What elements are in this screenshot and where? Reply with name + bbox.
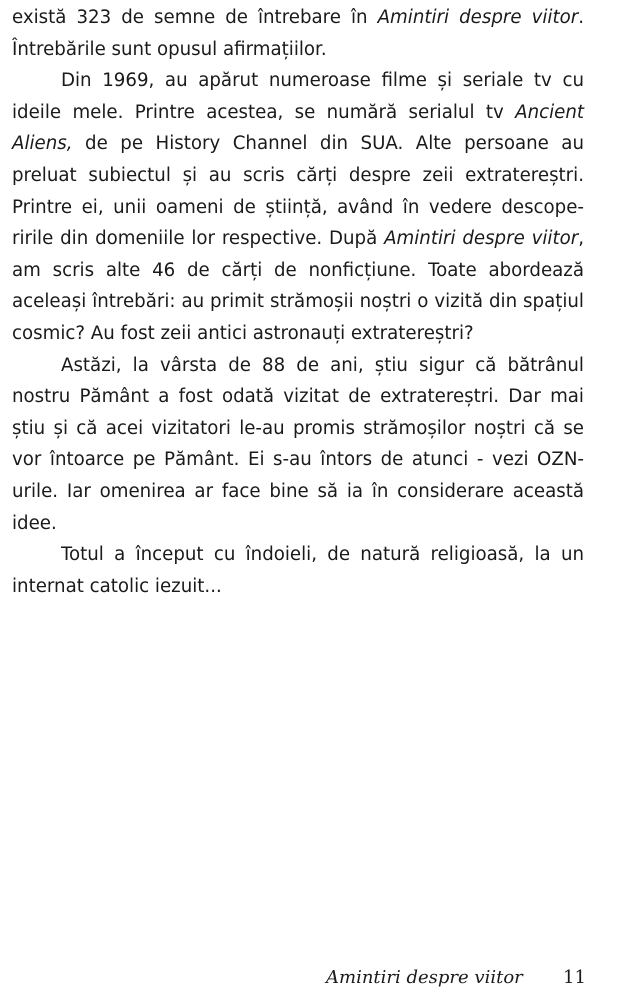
paragraph-2-run-3: de pe History Channel din SUA. Alte persoane au preluat subiectul și au scris cărți despre zeii extratereștri. Printre ei, unii oameni de știință, având în vedere descoperirile din domeniile lor respective. După — [12, 133, 584, 250]
series-title-reference: Ancient Aliens, — [12, 101, 584, 155]
paragraph-4 — [12, 539, 584, 602]
paragraph-3-run-1: Astăzi, la vârsta de 88 de ani, știu sigur că bătrânul nostru Pământ a fost odată vizitat de extratereștri. Dar mai știu și că acei vizitatori le-au promis strămoșilor noștri că se vor întoarce pe Pământ. Ei s-au întors de atunci - vezi OZN-urile. Iar omenirea ar face bine să ia în considerare această idee. — [12, 354, 584, 534]
book-title-reference: Amintiri despre viitor — [384, 228, 579, 250]
paragraph-1-run-3: . Întrebările sunt opusul afirmațiilor. — [12, 7, 584, 60]
paragraph-2 — [12, 65, 584, 349]
paragraph-4-run-1: Totul a început cu îndoieli, de natură religioasă, la un internat catolic iezuit... — [12, 544, 584, 597]
page-number: 11 — [563, 967, 586, 988]
paragraph-2-run-5: , am scris alte 46 de cărți de nonficțiune. Toate abordează aceleași întrebări: au primit strămoșii noștri o vizită din spațiul cosmic? Au fost zeii antici astronauți extratereștri? — [12, 228, 584, 344]
paragraph-1-run-1: există 323 de semne de întrebare în — [12, 7, 378, 28]
running-footer-title: Amintiri despre viitor — [326, 967, 523, 988]
paragraph-2-run-1: Din 1969, au apărut numeroase filme și seriale tv cu ideile mele. Printre acestea, se numără serialul tv — [12, 70, 584, 123]
book-title-reference: Amintiri despre viitor — [377, 7, 579, 28]
paragraph-3 — [12, 350, 584, 540]
paragraph-1 — [12, 2, 584, 65]
page-footer — [0, 963, 618, 993]
body-text — [12, 2, 584, 602]
